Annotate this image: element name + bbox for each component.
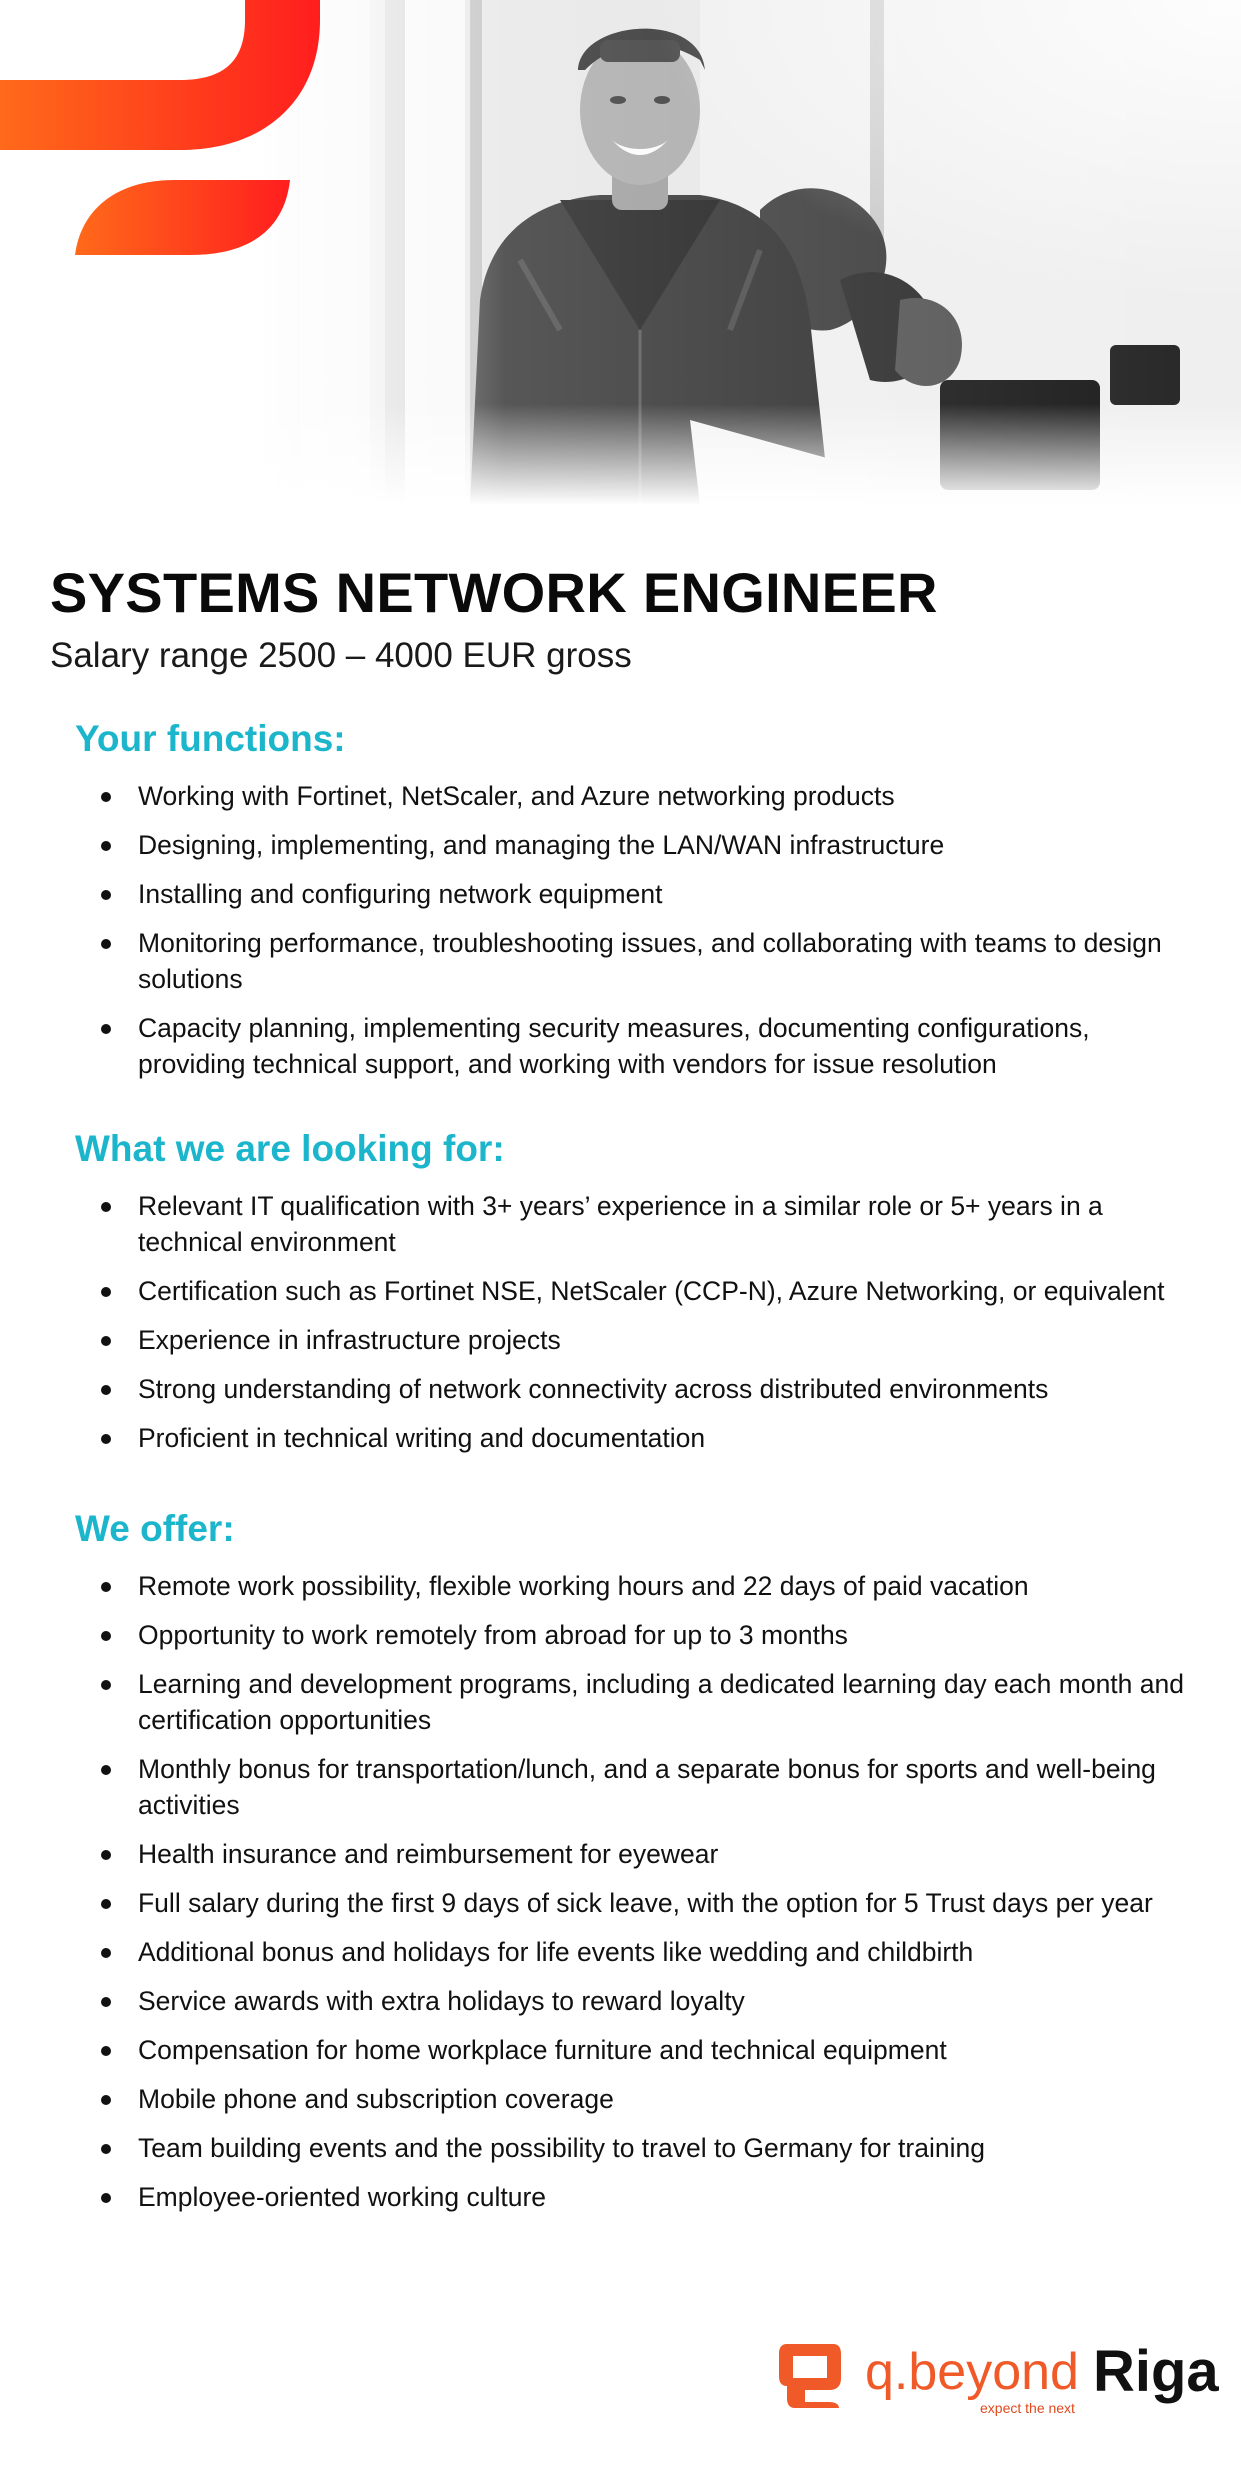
speech-bubble-icon — [775, 2340, 845, 2412]
header-photo — [0, 0, 1241, 505]
list-item: Health insurance and reimbursement for eyewear — [0, 1836, 1241, 1872]
section-heading: What we are looking for: — [75, 1128, 505, 1169]
salary-range: Salary range 2500 – 4000 EUR gross — [50, 636, 632, 675]
list-item: Employee-oriented working culture — [0, 2179, 1241, 2215]
list-item: Full salary during the first 9 days of sick leave, with the option for 5 Trust days per year — [0, 1885, 1241, 1921]
section-offer — [0, 1508, 1241, 2215]
benefits-list — [0, 1568, 1241, 2215]
list-item: Capacity planning, implementing security measures, documenting configurations, providing technical support, and working with vendors for issue resolution — [0, 1010, 1241, 1082]
section-functions — [0, 718, 1241, 1082]
list-item: Monitoring performance, troubleshooting issues, and collaborating with teams to design solutions — [0, 925, 1241, 997]
list-item: Additional bonus and holidays for life events like wedding and childbirth — [0, 1934, 1241, 1970]
list-item: Proficient in technical writing and documentation — [0, 1420, 1241, 1456]
list-item: Mobile phone and subscription coverage — [0, 2081, 1241, 2117]
section-looking-for — [0, 1128, 1241, 1456]
functions-list — [0, 778, 1241, 1082]
list-item: Monthly bonus for transportation/lunch, and a separate bonus for sports and well-being activities — [0, 1751, 1241, 1823]
section-heading: Your functions: — [75, 718, 346, 759]
list-item: Strong understanding of network connectivity across distributed environments — [0, 1371, 1241, 1407]
list-item: Designing, implementing, and managing the LAN/WAN infrastructure — [0, 827, 1241, 863]
list-item: Remote work possibility, flexible working hours and 22 days of paid vacation — [0, 1568, 1241, 1604]
hero-illustration — [0, 0, 1241, 505]
section-heading: We offer: — [75, 1508, 235, 1549]
requirements-list — [0, 1188, 1241, 1456]
list-item: Service awards with extra holidays to reward loyalty — [0, 1983, 1241, 2019]
list-item: Certification such as Fortinet NSE, NetScaler (CCP-N), Azure Networking, or equivalent — [0, 1273, 1241, 1309]
job-title: SYSTEMS NETWORK ENGINEER — [50, 561, 938, 624]
list-item: Experience in infrastructure projects — [0, 1322, 1241, 1358]
list-item: Working with Fortinet, NetScaler, and Azure networking products — [0, 778, 1241, 814]
list-item: Installing and configuring network equipment — [0, 876, 1241, 912]
list-item: Team building events and the possibility to travel to Germany for training — [0, 2130, 1241, 2166]
list-item: Relevant IT qualification with 3+ years’ experience in a similar role or 5+ years in a technical environment — [0, 1188, 1241, 1260]
company-logo — [775, 2339, 1219, 2420]
list-item: Compensation for home workplace furniture and technical equipment — [0, 2032, 1241, 2068]
list-item: Learning and development programs, including a dedicated learning day each month and certification opportunities — [0, 1666, 1241, 1738]
city-name: Riga — [1093, 2339, 1219, 2404]
brand-tagline: expect the next — [980, 2400, 1075, 2416]
brand-name: q.beyond — [865, 2343, 1079, 2401]
list-item: Opportunity to work remotely from abroad for up to 3 months — [0, 1617, 1241, 1653]
